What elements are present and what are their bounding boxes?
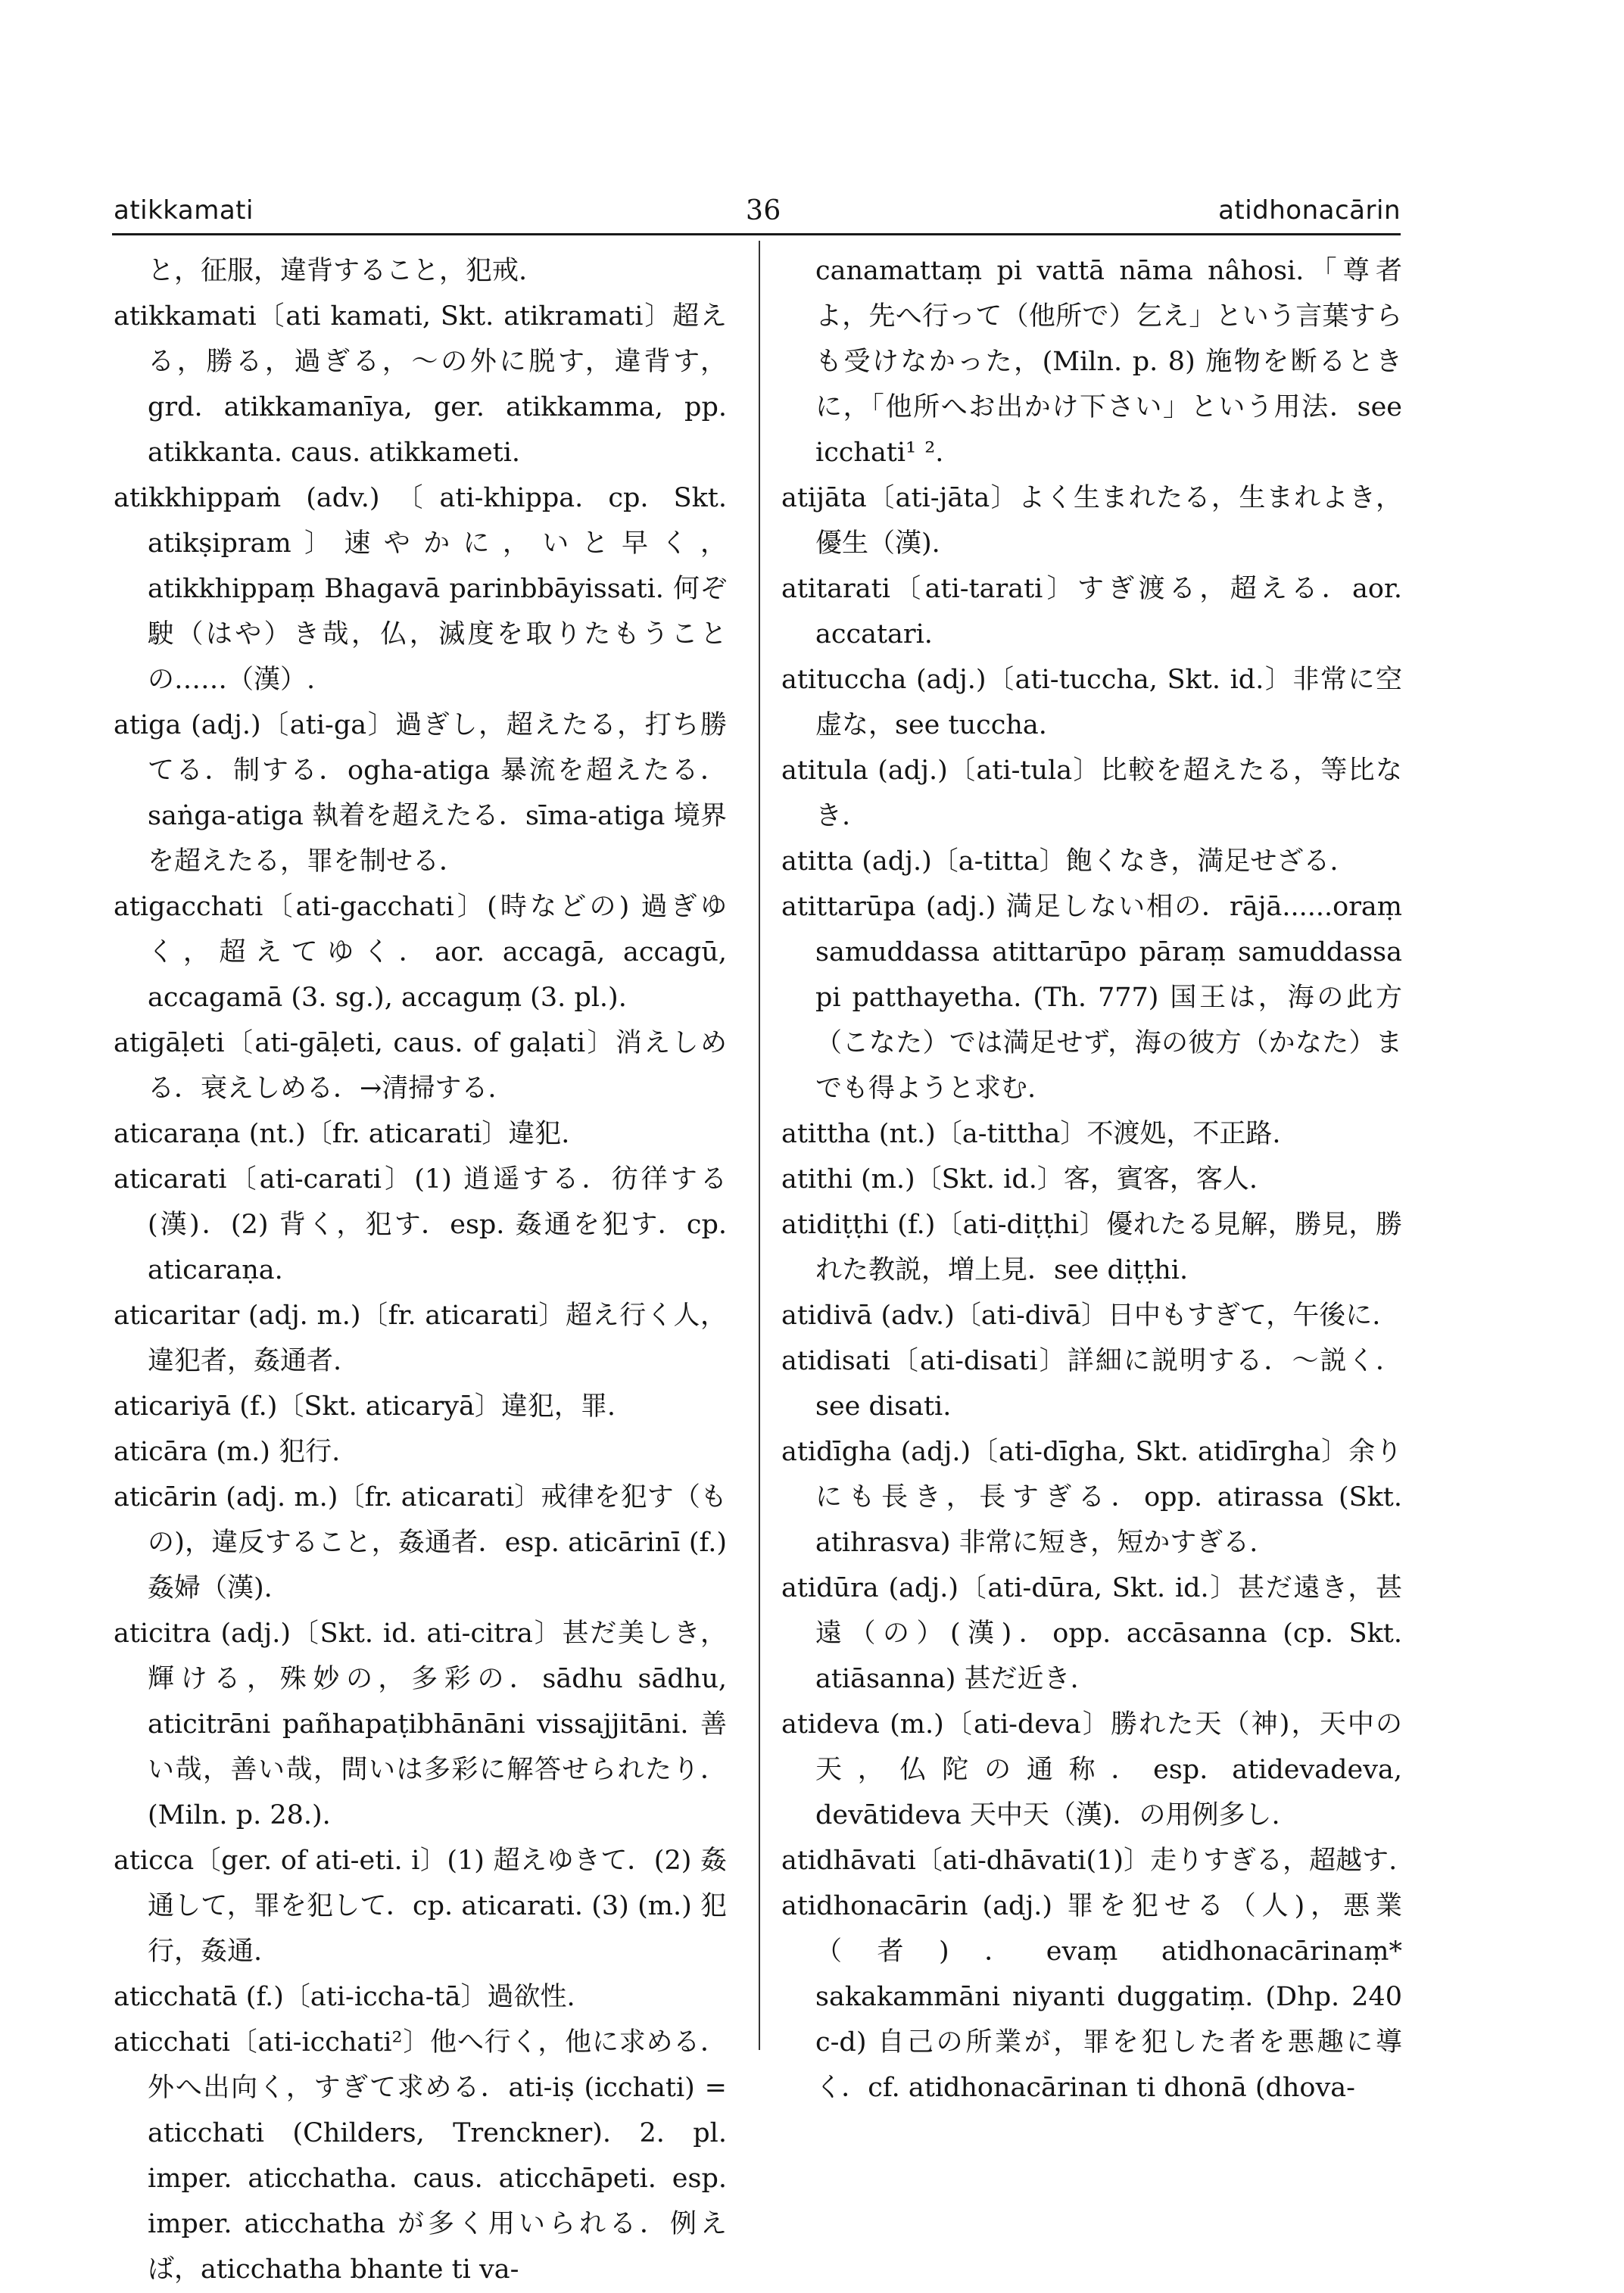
dictionary-entry: atitula (adj.)〔ati-tula〕比較を超えたる，等比なき. xyxy=(781,756,1402,831)
dictionary-entry: aticaraṇa (nt.)〔fr. aticarati〕違犯. xyxy=(114,1119,570,1149)
dictionary-entry: atitta (adj.)〔a-titta〕飽くなき，満足せざる. xyxy=(781,846,1339,877)
left-column xyxy=(114,248,727,2292)
dictionary-entry: aticitra (adj.)〔Skt. id. ati-citra〕甚だ美しき，輝ける，殊妙の，多彩の．sādhu sādhu, aticitrāni pañhapaṭibhānāni vissajjitāni. 善い哉，善い哉，問いは多彩に解答せられたり．(Miln. p. 28.). xyxy=(114,1618,727,1830)
right-column xyxy=(781,248,1402,2111)
dictionary-entry: aticchatā (f.)〔ati-iccha-tā〕過欲性. xyxy=(114,1982,575,2012)
dictionary-entry: atigacchati〔ati-gacchati〕(時などの) 過ぎゆく，超えてゆく．aor. accagā, accagū, accagamā (3. sg.), accaguṃ (3. pl.). xyxy=(114,892,727,1013)
dictionary-entry: atidūra (adj.)〔ati-dūra, Skt. id.〕甚だ遠き，甚遠（の）(漢)．opp. accāsanna (cp. Skt. atiāsanna) 甚だ近き. xyxy=(781,1573,1402,1694)
dictionary-entry: と，征服，違背すること，犯戒. xyxy=(148,256,528,286)
dictionary-entry: atidiṭṭhi (f.)〔ati-diṭṭhi〕優れたる見解，勝見，勝れた教説，増上見．see diṭṭhi. xyxy=(781,1210,1402,1285)
dictionary-entry: canamattaṃ pi vattā nāma nâhosi.「尊者よ，先へ行って（他所で）乞え」という言葉すらも受けなかった，(Miln. p. 8) 施物を断るときに，「他所へお出かけ下さい」という用法．see icchati¹ ². xyxy=(815,256,1402,468)
dictionary-entry: atideva (m.)〔ati-deva〕勝れた天（神)，天中の天，仏陀の通称．esp. atidevadeva, devātideva 天中天（漢)．の用例多し. xyxy=(781,1709,1402,1830)
dictionary-entry: atidisati〔ati-disati〕詳細に説明する．～説く．see disati. xyxy=(781,1346,1402,1422)
header-rule xyxy=(112,233,1401,235)
dictionary-entry: atidīgha (adj.)〔ati-dīgha, Skt. atidīrgha〕余りにも長き，長すぎる．opp. atirassa (Skt. atihrasva) 非常に短き，短かすぎる. xyxy=(781,1437,1402,1558)
page-number: 36 xyxy=(746,195,781,226)
running-head-left: atikkamati xyxy=(114,195,254,226)
running-head-right: atidhonacārin xyxy=(1218,195,1401,226)
dictionary-entry: aticchati〔ati-icchati²〕他へ行く，他に求める．外へ出向く，すぎて求める．ati-iṣ (icchati) = aticchati (Childers, Trenckner). 2. pl. imper. aticchatha. caus. aticchāpeti. esp. imper. aticchatha が多く用いられる．例えば，aticchatha bhante ti va- xyxy=(114,2027,727,2285)
dictionary-entry: aticārin (adj. m.)〔fr. aticarati〕戒律を犯す（もの)，違反すること，姦通者．esp. aticārinī (f.) 姦婦（漢). xyxy=(114,1482,727,1603)
dictionary-entry: atittarūpa (adj.) 満足しない相の．rājā......oraṃ samuddassa atittarūpo pāraṃ samuddassa pi patthayetha. (Th. 777) 国王は，海の此方（こなた）では満足せず，海の彼方（かなた）までも得ようと求む. xyxy=(781,892,1402,1104)
dictionary-entry: atidhonacārin (adj.) 罪を犯せる（人)，悪業（者)．evaṃ atidhonacārinaṃ* sakakammāni niyanti duggatiṃ. (Dhp. 240 c-d) 自己の所業が，罪を犯した者を悪趣に導く．cf. atidhonacārinan ti dhonā (dhova- xyxy=(781,1891,1402,2103)
dictionary-entry: aticāra (m.) 犯行. xyxy=(114,1437,341,1467)
column-divider xyxy=(759,241,760,2050)
dictionary-entry: atidhāvati〔ati-dhāvati(1)〕走りすぎる，超越す. xyxy=(781,1846,1398,1876)
dictionary-entry: atidivā (adv.)〔ati-divā〕日中もすぎて，午後に. xyxy=(781,1301,1381,1331)
dictionary-entry: atitarati〔ati-tarati〕すぎ渡る，超える．aor. accatari. xyxy=(781,574,1402,650)
dictionary-entry: atituccha (adj.)〔ati-tuccha, Skt. id.〕非常に空虚な，see tuccha. xyxy=(781,665,1402,740)
dictionary-entry: atijāta〔ati-jāta〕よく生まれたる，生まれよき，優生（漢). xyxy=(781,483,1402,559)
dictionary-entry: atikkhippaṁ (adv.)〔ati-khippa. cp. Skt. atikṣipram〕速やかに，いと早く，atikkhippaṃ Bhagavā parinbbāyissati. 何ぞ駛（はや）き哉，仏，滅度を取りたもうことの……（漢）. xyxy=(114,483,727,695)
dictionary-entry: atikkamati〔ati kamati, Skt. atikramati〕超える，勝る，過ぎる，～の外に脱す，違背す，grd. atikkamanīya, ger. atikkamma, pp. atikkanta. caus. atikkameti. xyxy=(114,301,727,468)
dictionary-entry: aticca〔ger. of ati-eti. i〕(1) 超えゆきて．(2) 姦通して，罪を犯して．cp. aticarati. (3) (m.) 犯行，姦通. xyxy=(114,1846,727,1967)
dictionary-entry: aticaritar (adj. m.)〔fr. aticarati〕超え行く人，違犯者，姦通者. xyxy=(114,1301,727,1376)
dictionary-entry: aticariyā (f.)〔Skt. aticaryā〕違犯，罪. xyxy=(114,1391,616,1422)
dictionary-entry: atigāḷeti〔ati-gāḷeti, caus. of gaḷati〕消えしめる．衰えしめる．→清掃する. xyxy=(114,1028,727,1104)
dictionary-entry: aticarati〔ati-carati〕(1) 逍遥する．彷徉する (漢)．(2) 背く，犯す．esp. 姦通を犯す．cp. aticaraṇa. xyxy=(114,1164,727,1285)
dictionary-entry: atittha (nt.)〔a-tittha〕不渡処，不正路. xyxy=(781,1119,1281,1149)
dictionary-entry: atithi (m.)〔Skt. id.〕客，賓客，客人. xyxy=(781,1164,1258,1195)
dictionary-entry: atiga (adj.)〔ati-ga〕過ぎし，超えたる，打ち勝てる．制する．ogha-atiga 暴流を超えたる．saṅga-atiga 執着を超えたる．sīma-atiga 境界を超えたる，罪を制せる． xyxy=(114,710,727,877)
